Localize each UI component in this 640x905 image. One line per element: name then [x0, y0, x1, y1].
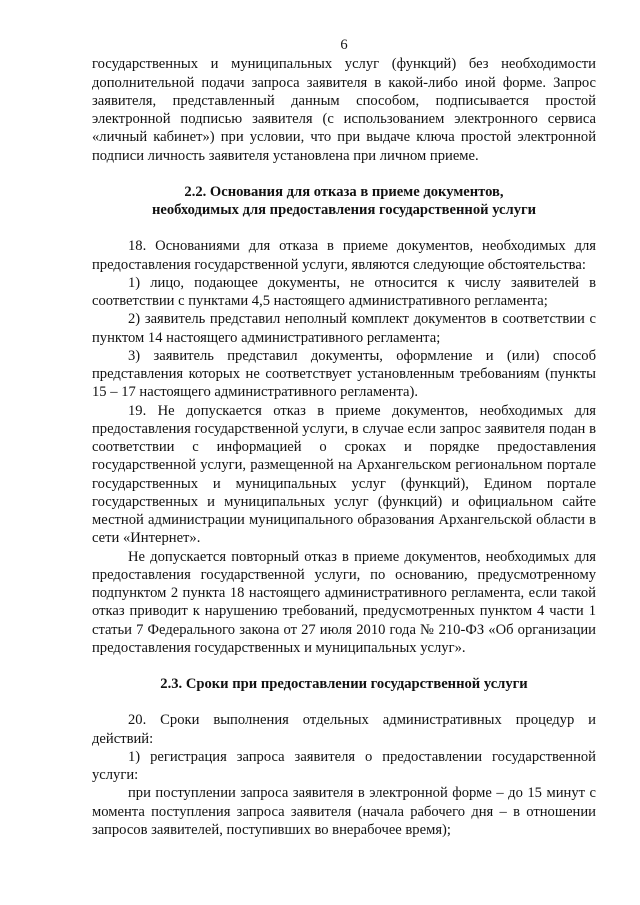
paragraph-18-item-3: 3) заявитель представил документы, оформление и (или) способ представления которых не соответствует установленным требованиям (пункты 15 – 17 настоящего административного регламента). [92, 347, 596, 401]
section-heading-2-2-line2: необходимых для предоставления государственной услуги [151, 202, 537, 218]
paragraph-18-item-2: 2) заявитель представил неполный комплект документов в соответствии с пунктом 14 настоящего административного регламента; [92, 311, 596, 346]
page-number: 6 [340, 37, 348, 53]
section-heading-2-2 [92, 183, 596, 220]
section-heading-2-2-line1: 2.2. Основания для отказа в приеме документов, [184, 183, 504, 200]
paragraph-18-item-1: 1) лицо, подающее документы, не относится к числу заявителей в соответствии с пунктами 4,5 настоящего административного регламента; [92, 274, 596, 309]
section-body-2-3 [92, 711, 596, 839]
paragraph-20-item-1-detail: при поступлении запроса заявителя в электронной форме – до 15 минут с момента поступления запроса заявителя (начала рабочего дня – в отношении запросов заявителей, поступивших во внерабочее время); [92, 785, 596, 838]
paragraph-20: 20. Сроки выполнения отдельных административных процедур и действий: [92, 712, 596, 747]
paragraph-20-item-1: 1) регистрация запроса заявителя о предоставлении государственной услуги: [92, 748, 596, 783]
paragraph-19: 19. Не допускается отказ в приеме документов, необходимых для предоставления государственной услуги, в случае если запрос заявителя подан в соответствии с информацией о сроках и порядке предоставления государственной услуги, размещенной на Архангельском региональном портале государственных и муниципальных услуг (функций), Едином портале государственных и муниципальных услуг (функций) и официальном сайте местной администрации муниципального образования Архангельской области в сети «Интернет». [92, 402, 596, 547]
section-body-2-2 [92, 237, 596, 657]
paragraph-19-continued: Не допускается повторный отказ в приеме документов, необходимых для предоставления государственной услуги, по основанию, предусмотренному подпунктом 2 пункта 18 настоящего административного регламента, если такой отказ приводит к нарушению требований, предусмотренных пунктом 4 части 1 статьи 7 Федерального закона от 27 июля 2010 года № 210-ФЗ «Об организации предоставления государственных и муниципальных услуг». [92, 548, 596, 656]
document-page [92, 36, 596, 839]
paragraph-18: 18. Основаниями для отказа в приеме документов, необходимых для предоставления государственной услуги, являются следующие обстоятельства: [92, 238, 596, 273]
section-heading-2-3: 2.3. Сроки при предоставлении государственной услуги [160, 676, 528, 692]
paragraph-continuation: государственных и муниципальных услуг (функций) без необходимости дополнительной подачи запроса заявителя в какой-либо иной форме. Запрос заявителя, представленный данным способом, подписывается простой электронной подписью заявителя (с использованием электронного сервиса «личный кабинет») при условии, что при выдаче ключа простой электронной подписи личность заявителя установлена при личном приеме. [92, 56, 596, 164]
